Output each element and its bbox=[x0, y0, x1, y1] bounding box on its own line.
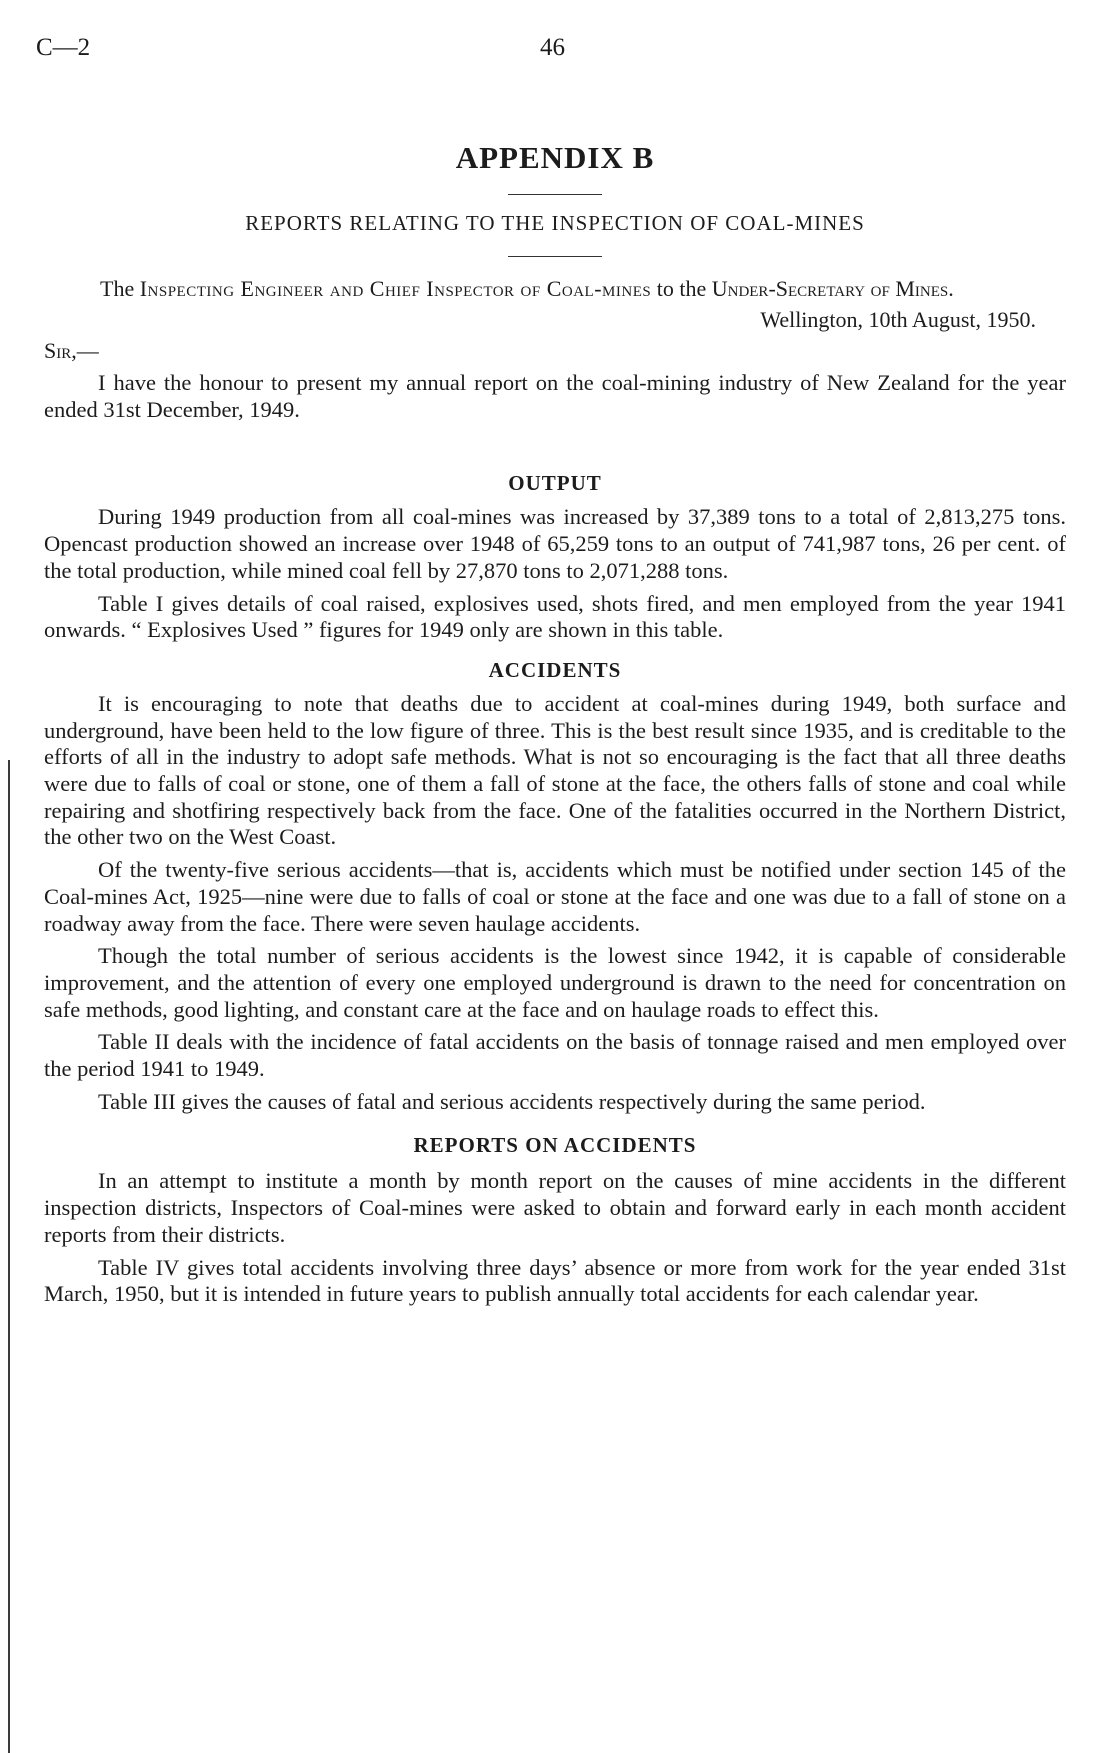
binding-edge-line bbox=[8, 760, 10, 1753]
accidents-paragraph-3: Though the total number of serious accidents is the lowest since 1942, it is capable of considerable improvement, and the attention of every one employed underground is drawn to the need for concentration on safe methods, good lighting, and constant care at the face and on haulage roads to effect this. bbox=[44, 943, 1066, 1022]
appendix-subtitle: REPORTS RELATING TO THE INSPECTION OF COAL-MINES bbox=[245, 211, 865, 235]
output-paragraph-1: During 1949 production from all coal-mines was increased by 37,389 tons to a total of 2,813,275 tons. Opencast production showed an increase over 1948 of 65,259 tons to an output of 741,987 tons, 26 per cent. of the total production, while mined coal fell by 27,870 tons to 2,071,288 tons. bbox=[44, 504, 1066, 583]
intro-paragraph: I have the honour to present my annual report on the coal-mining industry of New Zealand for the year ended 31st December, 1949. bbox=[44, 370, 1066, 422]
address-start: The bbox=[100, 276, 135, 301]
output-paragraph-2: Table I gives details of coal raised, explosives used, shots fired, and men employed from the year 1941 onwards. “ Explosives Used ” figures for 1949 only are shown in this table. bbox=[44, 590, 1066, 643]
accidents-paragraph-5: Table III gives the causes of fatal and serious accidents respectively during the same period. bbox=[98, 1088, 926, 1114]
reports-paragraph-1: In an attempt to institute a month by month report on the causes of mine accidents in the different inspection districts, Inspectors of Coal-mines were asked to obtain and forward early in each month accident reports from their districts. bbox=[44, 1168, 1066, 1247]
document-reference: C—2 bbox=[36, 34, 91, 61]
accidents-paragraph-2: Of the twenty-five serious accidents—that is, accidents which must be notified under section 145 of the Coal-mines Act, 1925—nine were due to falls of coal or stone at the face and one was due to a fall of stone on a roadway away from the face. There were seven haulage accidents. bbox=[44, 857, 1066, 936]
salutation: Sir,— bbox=[44, 338, 99, 363]
page-content bbox=[44, 140, 1066, 1308]
address-mid: to the bbox=[656, 276, 707, 301]
reports-paragraph-2: Table IV gives total accidents involving three days’ absence or more from work for the year ended 31st March, 1950, but it is intended in future years to publish annually total accidents for each calendar year. bbox=[44, 1254, 1066, 1307]
address-recipient: Under-Secretary of Mines. bbox=[711, 276, 954, 301]
title-divider bbox=[508, 194, 602, 195]
page-number: 46 bbox=[540, 34, 565, 61]
accidents-paragraph-4: Table II deals with the incidence of fatal accidents on the basis of tonnage raised and men employed over the period 1941 to 1949. bbox=[44, 1029, 1066, 1082]
appendix-title: APPENDIX B bbox=[455, 140, 655, 175]
address-title: Inspecting Engineer and Chief Inspector of Coal-mines bbox=[139, 276, 652, 301]
letter-address bbox=[100, 275, 1066, 302]
output-heading: OUTPUT bbox=[508, 471, 602, 496]
page-header bbox=[0, 34, 1114, 74]
accidents-heading: ACCIDENTS bbox=[488, 657, 622, 682]
dateline: Wellington, 10th August, 1950. bbox=[760, 307, 1036, 332]
accidents-paragraph-1: It is encouraging to note that deaths due to accident at coal-mines during 1949, both surface and underground, have been held to the low figure of three. This is the best result since 1935, and is creditable to the efforts of all in the industry to adopt safe methods. What is not so encouraging is the fact that all three deaths were due to falls of coal or stone, one of them a fall of stone at the face, the others falls of stone and coal while repairing and shotfiring respectively back from the face. One of the fatalities occurred in the Northern District, the other two on the West Coast. bbox=[44, 690, 1066, 850]
subtitle-divider bbox=[508, 256, 602, 257]
reports-on-accidents-heading: REPORTS ON ACCIDENTS bbox=[413, 1133, 697, 1158]
